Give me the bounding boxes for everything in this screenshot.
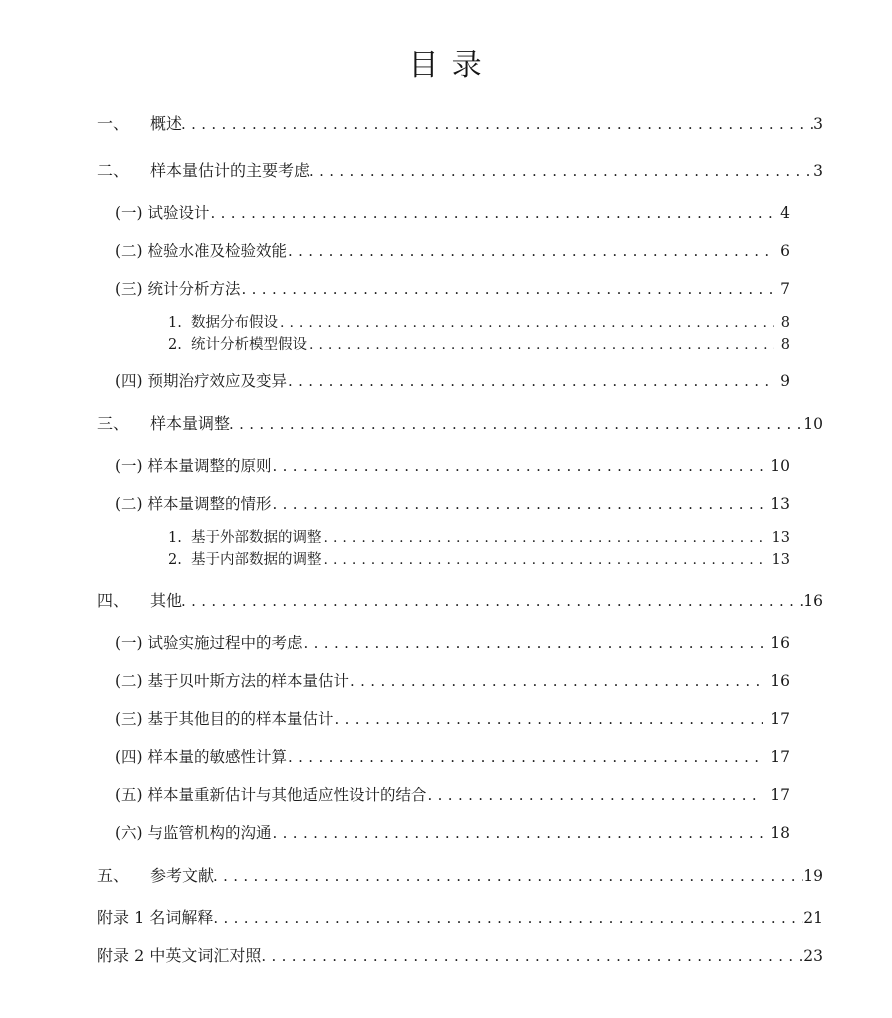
toc-leader-dots: [213, 911, 803, 927]
toc-entry-title: 统计分析模型假设: [191, 337, 307, 353]
toc-entry-number: 1.: [168, 315, 182, 331]
toc-entry[interactable]: [0, 194, 892, 232]
table-of-contents: [0, 100, 892, 975]
toc-leader-dots: [182, 594, 803, 610]
toc-leader-dots: [230, 417, 803, 433]
toc-leader-dots: [287, 750, 763, 766]
toc-entry[interactable]: [0, 662, 892, 700]
page-title: 目 录: [408, 48, 484, 83]
toc-entry-title: (六) 与监管机构的沟通: [115, 824, 272, 842]
toc-entry-page-number: 8: [780, 315, 790, 331]
toc-entry[interactable]: [0, 852, 892, 899]
toc-leader-dots: [214, 869, 803, 885]
toc-entry-title: (一) 试验设计: [115, 204, 210, 222]
toc-entry[interactable]: [0, 447, 892, 485]
toc-entry[interactable]: [0, 100, 892, 147]
toc-entry-page-number: 10: [770, 457, 790, 475]
toc-leader-dots: [322, 531, 765, 546]
toc-leader-dots: [261, 949, 803, 965]
toc-entry-page-number: 16: [770, 634, 790, 652]
toc-entry-page-number: 18: [770, 824, 790, 842]
toc-entry[interactable]: [0, 937, 892, 975]
toc-entry-number: 2.: [168, 552, 182, 568]
toc-entry[interactable]: [0, 776, 892, 814]
toc-entry-number: 2.: [168, 337, 182, 353]
toc-entry[interactable]: [0, 624, 892, 662]
toc-entry-page-number: 21: [803, 909, 823, 927]
toc-entry-title: 基于外部数据的调整: [191, 530, 322, 546]
toc-entry-title: 样本量估计的主要考虑: [150, 161, 311, 180]
toc-entry[interactable]: [0, 577, 892, 624]
toc-entry-number: 四、: [97, 591, 130, 610]
toc-entry[interactable]: [0, 400, 892, 447]
toc-entry[interactable]: [0, 362, 892, 400]
toc-leader-dots: [427, 788, 764, 804]
toc-entry-title: 附录 1 名词解释: [97, 908, 214, 927]
toc-entry-title: 附录 2 中英文词汇对照: [97, 946, 262, 965]
toc-entry-title: 其他: [150, 591, 183, 610]
toc-entry-page-number: 3: [813, 115, 823, 133]
toc-entry-page-number: 8: [780, 337, 790, 353]
toc-leader-dots: [322, 553, 765, 568]
toc-leader-dots: [272, 497, 764, 513]
toc-entry-title: 样本量调整: [150, 414, 231, 433]
toc-entry[interactable]: [0, 312, 892, 335]
toc-entry[interactable]: [0, 814, 892, 852]
toc-entry-page-number: 16: [803, 592, 823, 610]
toc-entry-page-number: 13: [771, 552, 790, 568]
toc-entry-page-number: 23: [803, 947, 823, 965]
toc-entry-page-number: 9: [780, 372, 790, 390]
toc-entry-title: (二) 检验水准及检验效能: [115, 242, 288, 260]
toc-entry-page-number: 19: [803, 867, 823, 885]
toc-entry-title: (二) 基于贝叶斯方法的样本量估计: [115, 672, 350, 690]
toc-entry-page-number: 10: [803, 415, 823, 433]
toc-leader-dots: [241, 282, 774, 298]
toc-leader-dots: [182, 117, 813, 133]
toc-leader-dots: [210, 206, 774, 222]
toc-entry-title: (四) 样本量的敏感性计算: [115, 748, 288, 766]
toc-entry-page-number: 17: [770, 786, 790, 804]
toc-entry-page-number: 6: [780, 242, 790, 260]
toc-entry-title: (四) 预期治疗效应及变异: [115, 372, 288, 390]
toc-entry-title: (一) 试验实施过程中的考虑: [115, 634, 303, 652]
toc-entry-title: 数据分布假设: [191, 315, 278, 331]
toc-entry[interactable]: [0, 232, 892, 270]
toc-entry[interactable]: [0, 147, 892, 194]
toc-entry-page-number: 16: [770, 672, 790, 690]
toc-entry-page-number: 17: [770, 748, 790, 766]
toc-entry-number: 一、: [97, 114, 130, 133]
toc-entry-title: (五) 样本量重新估计与其他适应性设计的结合: [115, 786, 427, 804]
toc-leader-dots: [303, 636, 764, 652]
toc-entry[interactable]: [0, 527, 892, 550]
toc-entry-page-number: 7: [780, 280, 790, 298]
toc-entry-title: (三) 统计分析方法: [115, 280, 241, 298]
toc-entry[interactable]: [0, 270, 892, 308]
toc-entry-number: 二、: [97, 161, 130, 180]
toc-leader-dots: [307, 338, 774, 353]
toc-entry[interactable]: [0, 485, 892, 523]
toc-entry[interactable]: [0, 738, 892, 776]
toc-leader-dots: [278, 316, 774, 331]
toc-leader-dots: [334, 712, 764, 728]
toc-entry[interactable]: [0, 899, 892, 937]
toc-entry[interactable]: [0, 334, 892, 357]
toc-entry-page-number: 3: [813, 162, 823, 180]
toc-entry-number: 三、: [97, 414, 130, 433]
toc-entry[interactable]: [0, 700, 892, 738]
toc-entry-number: 1.: [168, 530, 182, 546]
toc-entry-title: (三) 基于其他目的的样本量估计: [115, 710, 334, 728]
toc-entry-title: 基于内部数据的调整: [191, 552, 322, 568]
toc-leader-dots: [310, 164, 813, 180]
toc-entry-page-number: 17: [770, 710, 790, 728]
toc-leader-dots: [272, 826, 764, 842]
toc-entry-page-number: 13: [770, 495, 790, 513]
toc-entry[interactable]: [0, 549, 892, 572]
toc-entry-title: (一) 样本量调整的原则: [115, 457, 272, 475]
toc-entry-page-number: 13: [771, 530, 790, 546]
toc-entry-title: (二) 样本量调整的情形: [115, 495, 272, 513]
toc-leader-dots: [287, 244, 773, 260]
toc-entry-page-number: 4: [780, 204, 790, 222]
toc-leader-dots: [287, 374, 773, 390]
toc-entry-title: 参考文献: [150, 866, 215, 885]
toc-entry-title: 概述: [150, 114, 183, 133]
toc-entry-number: 五、: [97, 866, 130, 885]
toc-leader-dots: [272, 459, 764, 475]
toc-leader-dots: [349, 674, 763, 690]
